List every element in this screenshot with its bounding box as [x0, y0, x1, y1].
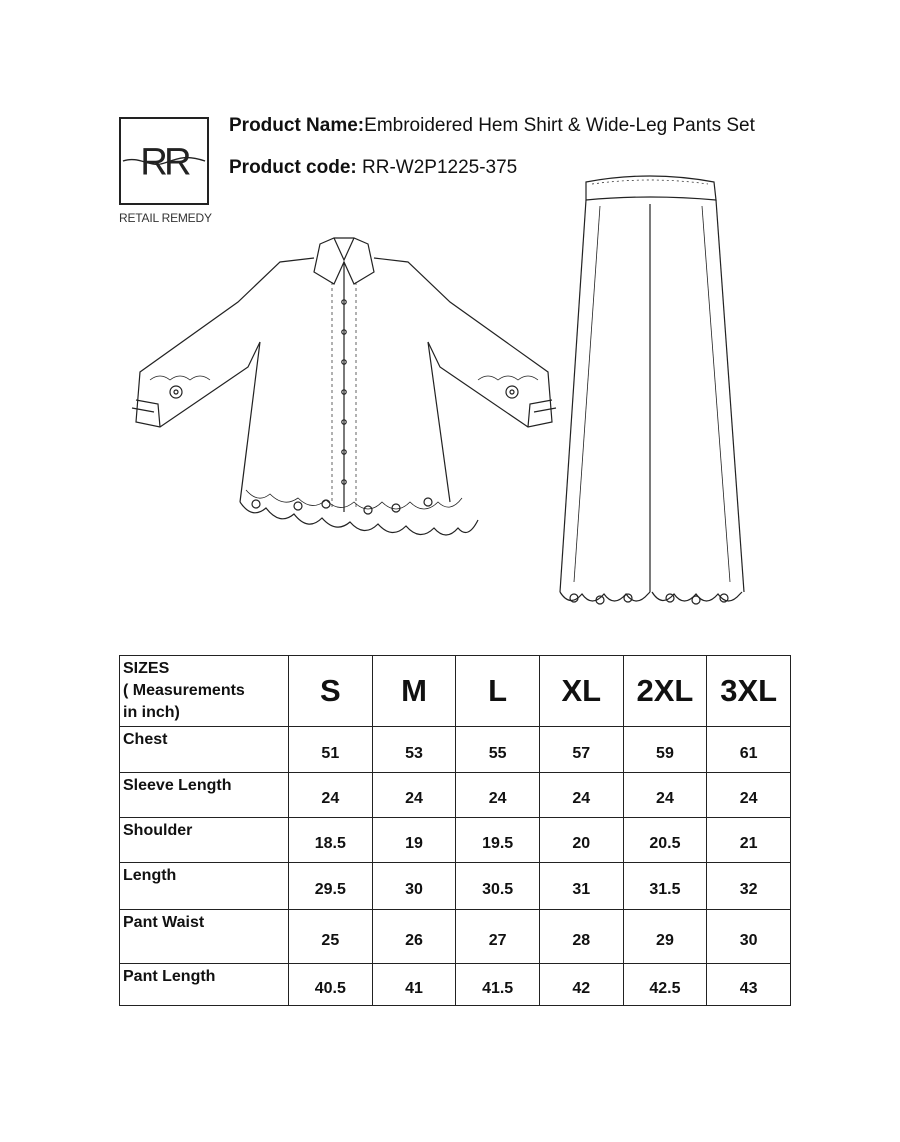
table-cell: 53 [372, 727, 456, 773]
product-name-line [229, 115, 755, 137]
table-cell: 25 [289, 910, 373, 964]
size-3xl: 3XL [707, 656, 791, 727]
logo-letters: RR [140, 140, 188, 184]
table-cell: 24 [707, 773, 791, 818]
table-row [120, 773, 791, 818]
size-header-label-line-1: SIZES [123, 660, 170, 677]
table-cell: 57 [539, 727, 623, 773]
table-cell: 24 [289, 773, 373, 818]
row-label-sleeve-length: Sleeve Length [120, 773, 289, 818]
table-row [120, 964, 791, 1006]
table-cell: 21 [707, 818, 791, 863]
size-2xl: 2XL [623, 656, 707, 727]
table-cell: 24 [623, 773, 707, 818]
table-cell: 42.5 [623, 964, 707, 1006]
row-label-chest: Chest [120, 727, 289, 773]
row-label-length: Length [120, 863, 289, 910]
size-header-row [120, 656, 791, 727]
logo-mark [121, 119, 207, 203]
row-label-pant-length: Pant Length [120, 964, 289, 1006]
row-label-shoulder: Shoulder [120, 818, 289, 863]
table-row [120, 818, 791, 863]
size-m: M [372, 656, 456, 727]
size-header-label-cell [120, 656, 289, 727]
table-cell: 20.5 [623, 818, 707, 863]
table-cell: 41.5 [456, 964, 540, 1006]
table-cell: 43 [707, 964, 791, 1006]
size-chart-table [119, 655, 791, 1006]
row-label-pant-waist: Pant Waist [120, 910, 289, 964]
shirt-sketch [128, 232, 560, 542]
table-cell: 19 [372, 818, 456, 863]
size-l: L [456, 656, 540, 727]
table-cell: 24 [539, 773, 623, 818]
table-cell: 28 [539, 910, 623, 964]
table-cell: 30 [372, 863, 456, 910]
table-cell: 24 [372, 773, 456, 818]
table-cell: 31.5 [623, 863, 707, 910]
product-code-value: RR-W2P1225-375 [362, 157, 518, 178]
table-cell: 59 [623, 727, 707, 773]
table-cell: 26 [372, 910, 456, 964]
table-cell: 42 [539, 964, 623, 1006]
brand-name: RETAIL REMEDY [119, 211, 212, 225]
table-cell: 41 [372, 964, 456, 1006]
table-cell: 29.5 [289, 863, 373, 910]
product-code-line [229, 157, 517, 179]
table-cell: 32 [707, 863, 791, 910]
table-cell: 29 [623, 910, 707, 964]
table-cell: 18.5 [289, 818, 373, 863]
table-cell: 40.5 [289, 964, 373, 1006]
table-cell: 30 [707, 910, 791, 964]
table-cell: 55 [456, 727, 540, 773]
size-s: S [289, 656, 373, 727]
product-name-value: Embroidered Hem Shirt & Wide-Leg Pants Set [364, 115, 755, 136]
size-header-label-line-2: ( Measurements [123, 682, 245, 699]
table-row [120, 727, 791, 773]
product-name-label: Product Name: [229, 115, 365, 136]
table-cell: 51 [289, 727, 373, 773]
table-cell: 20 [539, 818, 623, 863]
size-header-label-line-3: in inch) [123, 704, 180, 721]
table-row [120, 910, 791, 964]
table-cell: 27 [456, 910, 540, 964]
pants-sketch [552, 172, 760, 624]
size-xl: XL [539, 656, 623, 727]
table-cell: 19.5 [456, 818, 540, 863]
table-cell: 30.5 [456, 863, 540, 910]
table-row [120, 863, 791, 910]
table-cell: 61 [707, 727, 791, 773]
table-cell: 24 [456, 773, 540, 818]
product-code-label: Product code: [229, 157, 357, 178]
table-cell: 31 [539, 863, 623, 910]
logo [119, 117, 209, 205]
